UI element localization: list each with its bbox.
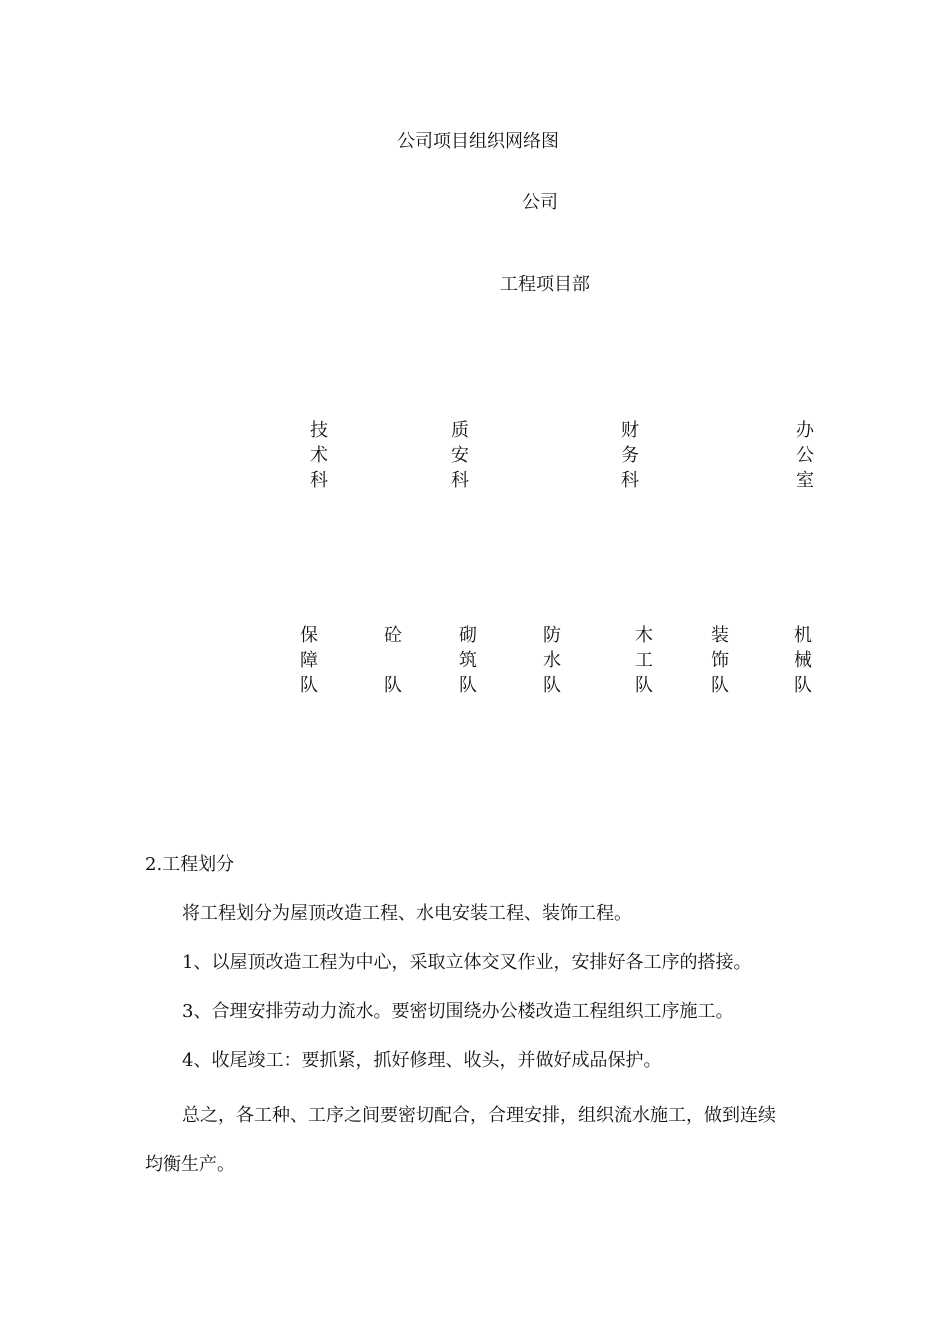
paragraph: 3、合理安排劳动力流水。要密切围绕办公楼改造工程组织工序施工。 (182, 1001, 734, 1022)
team-masonry: 砌 筑 队 (459, 625, 477, 696)
paragraph: 将工程划分为屋顶改造工程、水电安装工程、装饰工程。 (182, 903, 632, 924)
paragraph: 4、收尾竣工：要抓紧，抓好修理、收头，并做好成品保护。 (182, 1050, 662, 1071)
chart-title: 公司项目组织网络图 (397, 131, 559, 152)
paragraph-continuation: 均衡生产。 (145, 1154, 235, 1175)
team-concrete: 砼 队 (384, 625, 402, 696)
team-carpentry: 木 工 队 (635, 625, 653, 696)
node-company: 公司 (522, 192, 558, 213)
team-machinery: 机 械 队 (794, 625, 812, 696)
section-heading: 2.工程划分 (145, 854, 235, 875)
dept-quality-safety: 质 安 科 (451, 420, 469, 491)
dept-office: 办 公 室 (796, 420, 814, 491)
team-waterproofing: 防 水 队 (543, 625, 561, 696)
team-decoration: 装 饰 队 (711, 625, 729, 696)
node-project-dept: 工程项目部 (500, 274, 590, 295)
team-support: 保 障 队 (300, 625, 318, 696)
paragraph: 1、以屋顶改造工程为中心，采取立体交叉作业，安排好各工序的搭接。 (182, 952, 752, 973)
paragraph: 总之，各工种、工序之间要密切配合，合理安排，组织流水施工，做到连续 (182, 1105, 776, 1126)
dept-finance: 财 务 科 (621, 420, 639, 491)
dept-tech: 技 术 科 (310, 420, 328, 491)
